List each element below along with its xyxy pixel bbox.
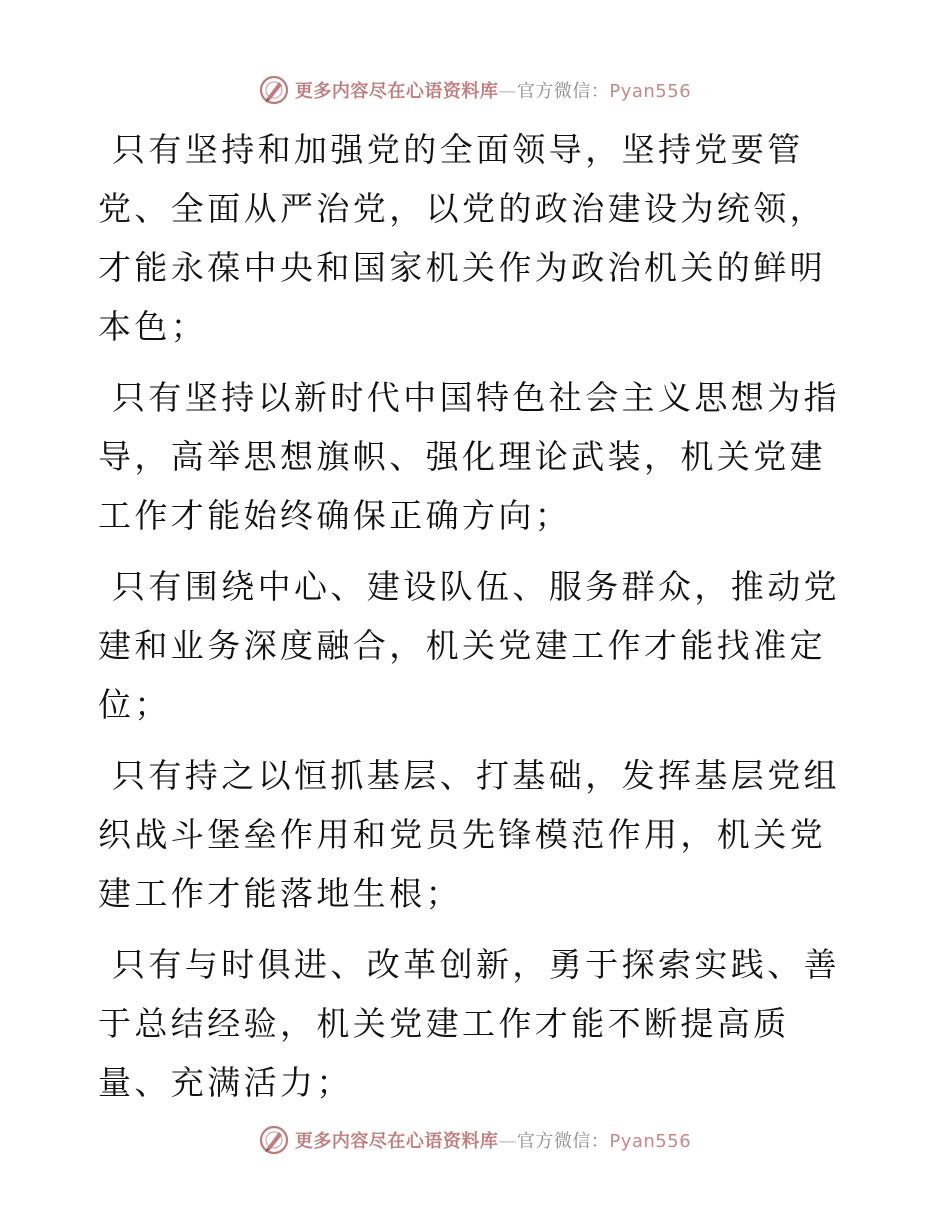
paragraph: 只有持之以恒抓基层、打基础，发挥基层党组织战斗堡垒作用和党员先锋模范作用，机关党建工作才能落地生根； bbox=[98, 756, 840, 913]
header-watermark bbox=[0, 70, 950, 110]
quill-logo-icon bbox=[259, 75, 289, 105]
quill-logo-icon bbox=[259, 1125, 289, 1155]
watermark-separator: — bbox=[498, 81, 517, 102]
paragraph: 只有坚持和加强党的全面领导，坚持党要管党、全面从严治党，以党的政治建设为统领，才能永葆中央和国家机关作为政治机关的鲜明本色； bbox=[98, 130, 826, 346]
watermark-wechat-id: Pyan556 bbox=[609, 81, 692, 102]
document-body bbox=[98, 120, 858, 1124]
watermark-label: 官方微信： bbox=[516, 81, 610, 102]
watermark-text bbox=[295, 77, 691, 103]
watermark-wechat-id: Pyan556 bbox=[609, 1131, 692, 1152]
watermark-brand: 更多内容尽在心语资料库 bbox=[294, 81, 499, 102]
watermark-brand: 更多内容尽在心语资料库 bbox=[294, 1131, 499, 1152]
paragraph: 只有与时俱进、改革创新，勇于探索实践、善于总结经验，机关党建工作才能不断提高质量、充满活力； bbox=[98, 945, 840, 1102]
watermark-separator: — bbox=[498, 1131, 517, 1152]
watermark-text bbox=[295, 1127, 691, 1153]
paragraph: 只有坚持以新时代中国特色社会主义思想为指导，高举思想旗帜、强化理论武装，机关党建工作才能始终确保正确方向； bbox=[98, 378, 840, 535]
paragraph: 只有围绕中心、建设队伍、服务群众，推动党建和业务深度融合，机关党建工作才能找准定位； bbox=[98, 567, 840, 724]
watermark-label: 官方微信： bbox=[516, 1131, 610, 1152]
footer-watermark bbox=[0, 1120, 950, 1160]
